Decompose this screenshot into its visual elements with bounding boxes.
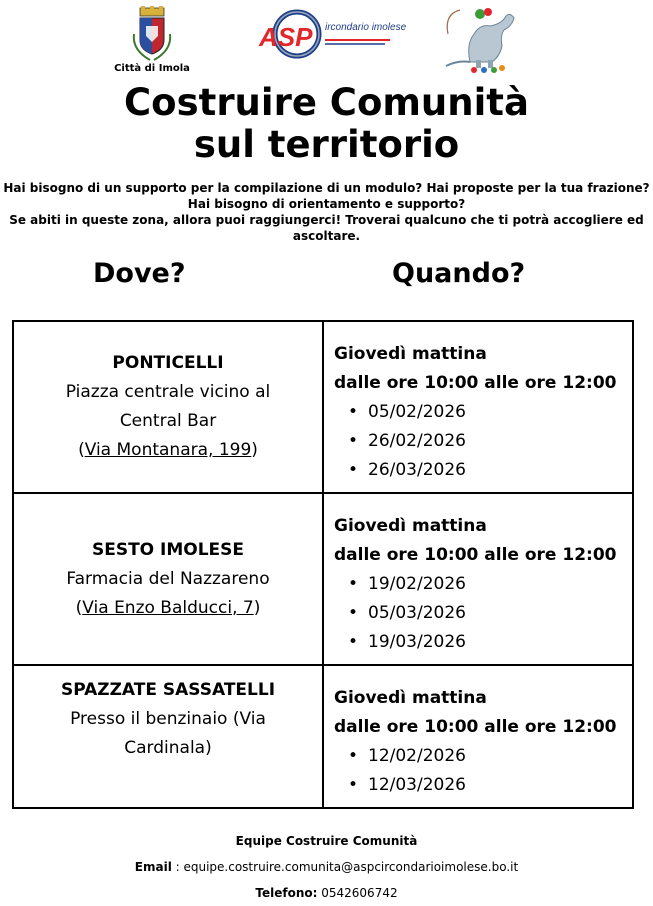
- location-cell: [13, 321, 323, 493]
- schedule-hours: dalle ore 10:00 alle ore 12:00: [334, 544, 617, 565]
- schedule-hours: dalle ore 10:00 alle ore 12:00: [334, 372, 617, 393]
- where-heading: Dove?: [93, 258, 186, 289]
- location-description: Farmacia del Nazzareno: [66, 568, 270, 589]
- location-address: (Via Enzo Balducci, 7): [75, 597, 261, 618]
- schedule-cell: [323, 493, 633, 665]
- list-item: • 26/02/2026: [334, 427, 622, 456]
- table-row: [13, 321, 633, 493]
- table-row: [13, 665, 633, 808]
- costruire-comunita-logo: [440, 4, 520, 74]
- list-item: • 26/03/2026: [334, 456, 622, 485]
- intro-line-1: Hai bisogno di un supporto per la compilazione di un modulo? Hai proposte per la tua frazione?: [3, 181, 650, 195]
- date-list: [334, 570, 622, 657]
- list-item: • 05/03/2026: [334, 599, 622, 628]
- asp-logo-text: ASP: [259, 22, 313, 52]
- address-link[interactable]: Via Enzo Balducci, 7: [82, 597, 254, 618]
- list-item: • 12/03/2026: [334, 771, 622, 800]
- location-description: Central Bar: [119, 411, 217, 431]
- city-of-imola-logo: [112, 6, 192, 74]
- schedule-day: Giovedì mattina: [334, 515, 487, 536]
- date-list: [334, 398, 622, 485]
- list-item: • 19/03/2026: [334, 628, 622, 657]
- email-link[interactable]: equipe.costruire.comunita@aspcircondarioimolese.bo.it: [183, 860, 519, 874]
- title-line-2: sul territorio: [193, 123, 460, 166]
- table-row: [13, 493, 633, 665]
- list-item: • 05/02/2026: [334, 398, 622, 427]
- location-name: SPAZZATE SASSATELLI: [60, 680, 276, 700]
- email-line: Email : equipe.costruire.comunita@aspcircondarioimolese.bo.it: [134, 860, 519, 874]
- intro-line-2: Hai bisogno di orientamento e supporto?: [187, 197, 466, 211]
- asp-logo-subtext: ircondario imolese: [325, 22, 407, 33]
- schedule-cell: [323, 665, 633, 808]
- dinosaur-icon: [440, 4, 520, 74]
- when-heading: Quando?: [392, 258, 526, 289]
- schedule-day: Giovedì mattina: [334, 343, 487, 364]
- location-address: (Via Montanara, 199): [78, 440, 258, 460]
- schedule-hours: dalle ore 10:00 alle ore 12:00: [334, 716, 617, 737]
- asp-logo: [255, 10, 407, 60]
- contact-footer: [0, 828, 653, 906]
- phone-number[interactable]: 0542606742: [317, 886, 398, 900]
- page-title: [0, 82, 653, 166]
- title-line-1: Costruire Comunità: [124, 81, 529, 124]
- location-description: Cardinala): [124, 738, 212, 758]
- location-name: SESTO IMOLESE: [91, 539, 245, 560]
- email-label: Email: [134, 860, 172, 874]
- date-list: [334, 742, 622, 800]
- schedule-table: [12, 320, 634, 809]
- list-item: • 19/02/2026: [334, 570, 622, 599]
- location-cell: [13, 493, 323, 665]
- city-logo-caption: Città di Imola: [114, 63, 190, 74]
- location-cell: [13, 665, 323, 808]
- location-description: Piazza centrale vicino al: [65, 382, 271, 402]
- city-crest-icon: [130, 6, 174, 62]
- list-item: • 12/02/2026: [334, 742, 622, 771]
- intro-line-4: ascoltare.: [292, 229, 361, 243]
- address-link[interactable]: Via Montanara, 199: [84, 440, 252, 460]
- location-name: PONTICELLI: [112, 353, 224, 373]
- phone-label: Telefono:: [255, 886, 318, 900]
- schedule-cell: [323, 321, 633, 493]
- team-name: Equipe Costruire Comunità: [235, 834, 418, 848]
- phone-line: [0, 880, 653, 906]
- location-description: Presso il benzinaio (Via: [70, 709, 266, 729]
- logo-bar: [0, 4, 653, 84]
- intro-text: [0, 180, 653, 244]
- schedule-day: Giovedì mattina: [334, 687, 487, 708]
- intro-line-3: Se abiti in queste zona, allora puoi raggiungerci! Troverai qualcuno che ti potrà accogliere ed: [9, 213, 644, 227]
